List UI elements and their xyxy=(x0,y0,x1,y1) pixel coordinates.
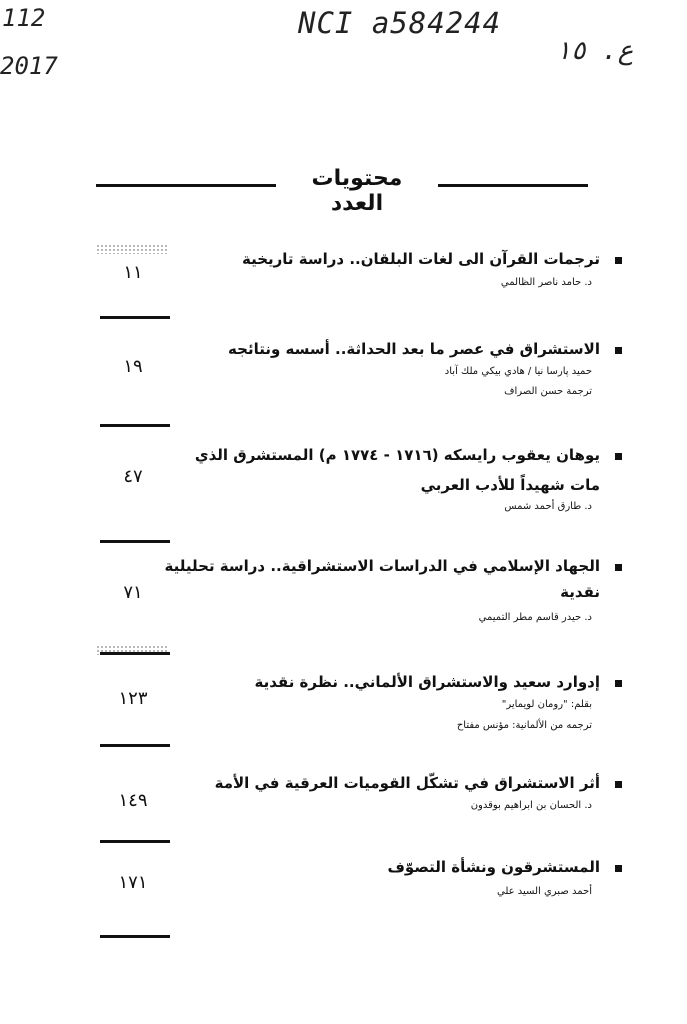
entry-author: د. حيدر قاسم مطر التميمي xyxy=(478,612,592,623)
entry-author: حميد پارسا نيا / هادي بيكي ملك آباد xyxy=(444,366,592,377)
page-number-rule xyxy=(100,316,170,319)
entry-title-line-2: نقدية xyxy=(560,583,600,601)
page-number-rule xyxy=(100,935,170,938)
page-number: ١٩ xyxy=(123,356,143,377)
entry-author: أحمد صبري السيد علي xyxy=(496,886,592,897)
entry-title-line-1: يوهان يعقوب رايسكه (١٧١٦ - ١٧٧٤ م) المستشرق الذي xyxy=(194,446,600,464)
page-number: ١١ xyxy=(123,262,143,283)
page-number-rule xyxy=(100,744,170,747)
entry-title: ترجمات القرآن الى لغات البلقان.. دراسة تاريخية xyxy=(241,250,600,268)
bullet-icon xyxy=(615,564,622,571)
page-number: ١٢٣ xyxy=(118,688,148,709)
entry-title-line-1: الجهاد الإسلامي في الدراسات الاستشراقية.. دراسة تحليلية xyxy=(164,557,600,575)
title-rule-right xyxy=(438,184,588,187)
bullet-icon xyxy=(615,347,622,354)
handwritten-year: 2017 xyxy=(0,52,58,80)
bullet-icon xyxy=(615,453,622,460)
page-number-rule xyxy=(100,652,170,655)
page-number: ١٤٩ xyxy=(118,790,148,811)
page-number: ١٧١ xyxy=(118,872,148,893)
page-number-rule xyxy=(100,540,170,543)
entry-translator: ترجمة حسن الصراف xyxy=(504,386,592,397)
entry-author: د. طارق أحمد شمس xyxy=(504,501,592,512)
entry-author: بقلم: "رومان لويماير" xyxy=(501,699,592,710)
entry-title: إدوارد سعيد والاستشراق الألماني.. نظرة نقدية xyxy=(254,673,600,691)
page-number-rule xyxy=(100,840,170,843)
entry-title-line-2: مات شهيداً للأدب العربي xyxy=(420,476,600,494)
entry-title: الاستشراق في عصر ما بعد الحداثة.. أسسه ونتائجه xyxy=(228,340,600,358)
page-number: ٧١ xyxy=(123,582,143,603)
bullet-icon xyxy=(615,257,622,264)
toc-title: محتويات العدد xyxy=(311,166,403,216)
entry-translator: ترجمه من الألمانية: مؤنس مفتاح xyxy=(456,720,592,731)
page-number-rule xyxy=(100,424,170,427)
bullet-icon xyxy=(615,781,622,788)
entry-author: د. حامد ناصر الظالمي xyxy=(500,277,592,288)
title-rule-left xyxy=(96,184,276,187)
handwritten-catalog-code: NCI a584244 xyxy=(298,6,502,40)
bullet-icon xyxy=(615,680,622,687)
entry-title: أثر الاستشراق في تشكّل القوميات العرقية في الأمة xyxy=(214,774,600,792)
handwritten-note-top-left: 112 xyxy=(2,4,46,32)
entry-author: د. الحسان بن ابراهيم بوقدون xyxy=(470,800,592,811)
entry-title: المستشرقون ونشأة التصوّف xyxy=(387,858,600,876)
scan-noise xyxy=(96,244,168,254)
bullet-icon xyxy=(615,865,622,872)
page-number: ٤٧ xyxy=(123,466,143,487)
handwritten-volume: ع. ١٥ xyxy=(555,36,634,66)
